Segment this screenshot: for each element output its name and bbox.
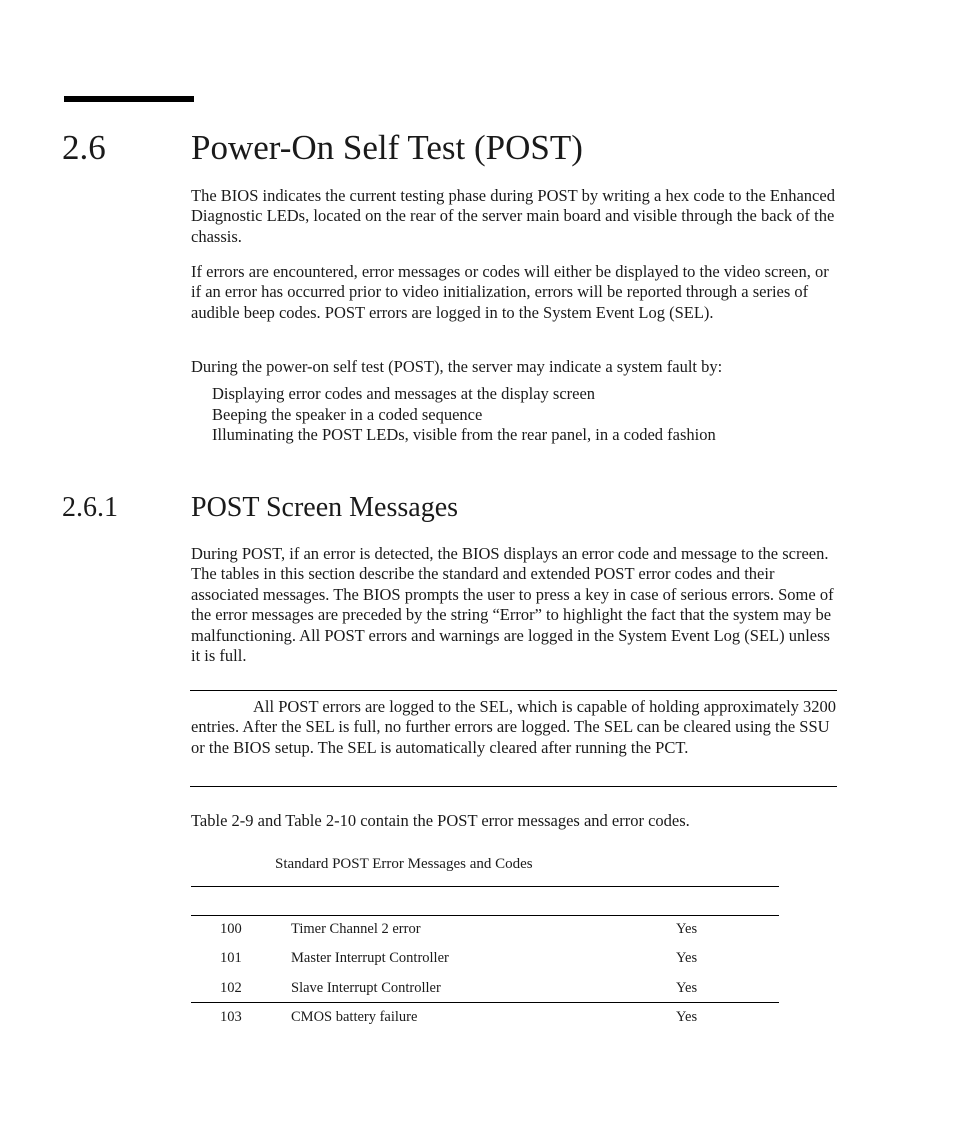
table-cell-flag: Yes <box>676 1009 698 1025</box>
table-cell-message: Slave Interrupt Controller <box>291 980 441 996</box>
chapter-rule <box>64 96 194 102</box>
table-cell-code: 101 <box>220 950 242 966</box>
paragraph-table-ref: Table 2-9 and Table 2-10 contain the POST error messages and error codes. <box>191 811 690 830</box>
table-page-rule <box>191 1002 779 1003</box>
table-cell-flag: Yes <box>676 950 698 966</box>
paragraph-fault-intro: During the power-on self test (POST), the server may indicate a system fault by: <box>191 357 723 376</box>
section-number: 2.6 <box>62 128 106 167</box>
list-item: Beeping the speaker in a coded sequence <box>212 405 483 424</box>
table-cell-code: 103 <box>220 1009 242 1025</box>
note-text: All POST errors are logged to the SEL, which is capable of holding approximately 3200 entries. After the SEL is full, no further errors are logged. The SEL can be cleared using the SSU or the BIOS setup. The SEL is automatically cleared after running the PCT. <box>191 697 837 757</box>
table-cell-flag: Yes <box>676 921 698 937</box>
table-header-rule <box>191 915 779 916</box>
note-top-rule <box>190 690 837 691</box>
paragraph-bios-testing: The BIOS indicates the current testing phase during POST by writing a hex code to the Enhanced Diagnostic LEDs, located on the rear of the server main board and visible through the back of the chassis. <box>191 186 835 246</box>
table-cell-flag: Yes <box>676 980 698 996</box>
section-title: Power-On Self Test (POST) <box>191 128 583 167</box>
list-item: Displaying error codes and messages at the display screen <box>212 384 596 403</box>
table-caption: Standard POST Error Messages and Codes <box>275 856 533 872</box>
list-item: Illuminating the POST LEDs, visible from the rear panel, in a coded fashion <box>212 425 716 444</box>
subsection-title: POST Screen Messages <box>191 492 459 523</box>
paragraph-post-screen: During POST, if an error is detected, the BIOS displays an error code and message to the screen. The tables in this section describe the standard and extended POST error codes and their associated messages. The BIOS prompts the user to press a key in case of serious errors. Some of the error messages are preceded by the string “Error” to highlight the fact that the system may be malfunctioning. All POST errors and warnings are logged in the System Event Log (SEL) unless it is full. <box>191 544 834 666</box>
paragraph-errors: If errors are encountered, error messages or codes will either be displayed to the video screen, or if an error has occurred prior to video initialization, errors will be reported through a series of audible beep codes. POST errors are logged in to the System Event Log (SEL). <box>191 262 829 322</box>
table-cell-message: CMOS battery failure <box>291 1009 418 1025</box>
table-top-rule <box>191 886 779 887</box>
table-cell-message: Master Interrupt Controller <box>291 950 449 966</box>
table-cell-code: 100 <box>220 921 242 937</box>
note-bottom-rule <box>190 786 837 787</box>
subsection-number: 2.6.1 <box>62 492 118 523</box>
table-cell-message: Timer Channel 2 error <box>291 921 421 937</box>
table-cell-code: 102 <box>220 980 242 996</box>
